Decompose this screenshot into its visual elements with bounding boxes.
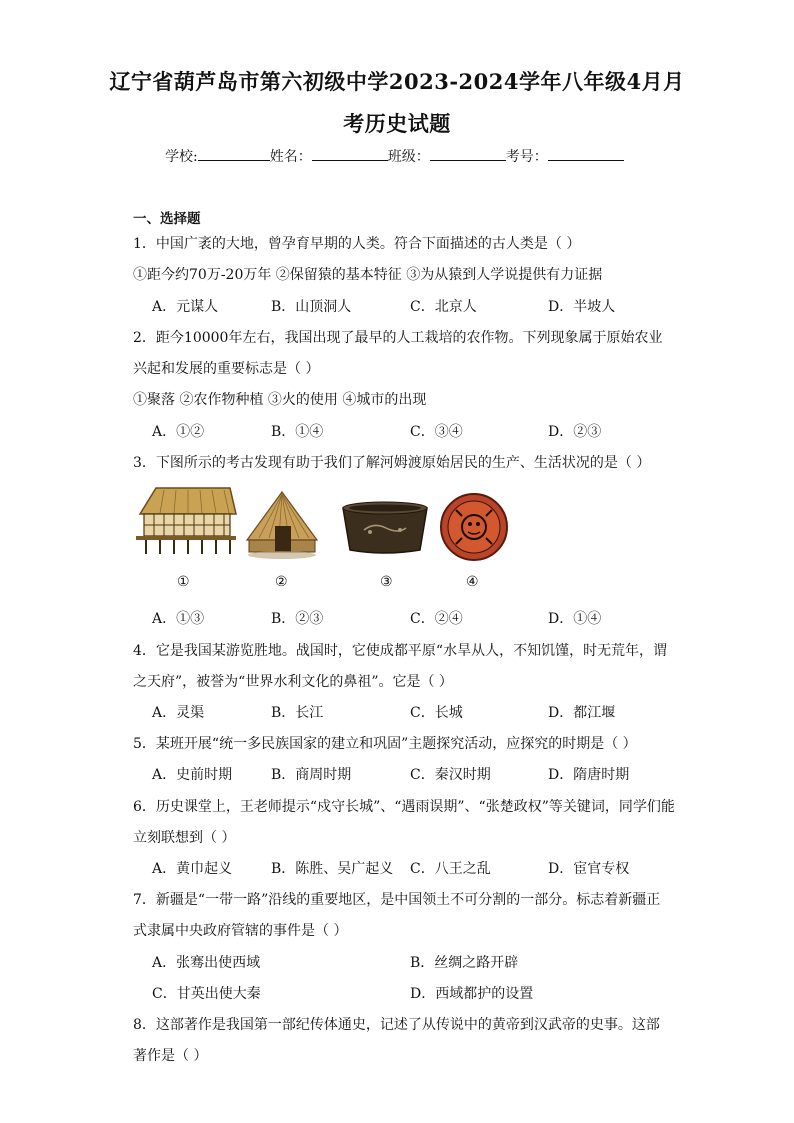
q6-option-d[interactable]: D．宦官专权 — [548, 861, 630, 877]
school-field — [165, 144, 270, 166]
section-heading: 一、选择题 — [133, 211, 201, 227]
question-1-stem: 1．中国广袤的大地，曾孕育早期的人类。符合下面描述的古人类是（ ） — [133, 236, 581, 252]
q5-option-d[interactable]: D．隋唐时期 — [548, 767, 630, 783]
question-8-stem-2: 著作是（ ） — [133, 1048, 208, 1064]
question-4-stem-1: 4．它是我国某游览胜地。战国时，它使成都平原“水旱从人，不知饥馑，时无荒年，谓 — [133, 643, 668, 659]
q6-option-c[interactable]: C．八王之乱 — [410, 861, 491, 877]
q1-option-c[interactable]: C．北京人 — [410, 299, 477, 315]
q2-option-d[interactable]: D．②③ — [548, 424, 602, 440]
q3-option-d[interactable]: D．①④ — [548, 611, 602, 627]
q3-option-c[interactable]: C．②④ — [410, 611, 463, 627]
image-label-4: ④ — [466, 574, 479, 590]
exam-title-line1: 辽宁省葫芦岛市第六初级中学2023-2024学年八年级4月月 — [109, 69, 685, 94]
q7-option-c[interactable]: C．甘英出使大秦 — [152, 986, 261, 1002]
q6-option-a[interactable]: A．黄巾起义 — [152, 861, 233, 877]
pottery-bowl-image — [340, 500, 430, 556]
q2-option-c[interactable]: C．③④ — [410, 424, 463, 440]
q6-option-b[interactable]: B．陈胜、吴广起义 — [271, 861, 394, 877]
q7-option-a[interactable]: A．张骞出使西域 — [152, 955, 261, 971]
painted-pottery-image — [436, 492, 512, 562]
q5-option-a[interactable]: A．史前时期 — [152, 767, 233, 783]
question-8-stem-1: 8．这部著作是我国第一部纪传体通史，记述了从传说中的黄帝到汉武帝的史事。这部 — [133, 1017, 660, 1033]
question-6-stem-2: 立刻联想到（ ） — [133, 830, 236, 846]
q1-option-d[interactable]: D．半坡人 — [548, 299, 616, 315]
class-blank[interactable] — [430, 144, 506, 161]
exam-title-line2: 考历史试题 — [343, 111, 451, 136]
question-2-stem-2: 兴起和发展的重要标志是（ ） — [133, 361, 320, 377]
question-4-stem-2: 之天府”，被誉为“世界水利文化的鼻祖”。它是（ ） — [133, 674, 453, 690]
q2-option-b[interactable]: B．①④ — [271, 424, 324, 440]
question-7-stem-2: 式隶属中央政府管辖的事件是（ ） — [133, 923, 348, 939]
q7-option-d[interactable]: D．西域都护的设置 — [410, 986, 534, 1002]
question-3-stem: 3．下图所示的考古发现有助于我们了解河姆渡原始居民的生产、生活状况的是（ ） — [133, 455, 651, 471]
question-1-desc: ①距今约70万-20万年 ②保留猿的基本特征 ③为从猿到人学说提供有力证据 — [133, 267, 603, 283]
stilt-house-image — [134, 486, 238, 556]
q4-option-d[interactable]: D．都江堰 — [548, 705, 616, 721]
q2-option-a[interactable]: A．①② — [152, 424, 205, 440]
q1-option-a[interactable]: A．元谋人 — [152, 299, 219, 315]
image-label-1: ① — [177, 574, 190, 590]
number-label: 考号： — [505, 149, 548, 165]
student-info-row — [165, 144, 624, 166]
thatched-hut-image — [243, 490, 321, 560]
question-6-stem-1: 6．历史课堂上，王老师提示“戍守长城”、“遇雨误期”、“张楚政权”等关键词，同学们能 — [133, 799, 675, 815]
q4-option-b[interactable]: B．长江 — [271, 705, 324, 721]
question-5-stem: 5．某班开展“统一多民族国家的建立和巩固”主题探究活动，应探究的时期是（ ） — [133, 736, 637, 752]
image-label-2: ② — [275, 574, 288, 590]
question-2-stem-1: 2．距今10000年左右，我国出现了最早的人工栽培的农作物。下列现象属于原始农业 — [133, 330, 663, 346]
q5-option-c[interactable]: C．秦汉时期 — [410, 767, 491, 783]
q3-option-a[interactable]: A．①③ — [152, 611, 205, 627]
class-label: 班级： — [387, 149, 430, 165]
q4-option-a[interactable]: A．灵渠 — [152, 705, 205, 721]
question-7-stem-1: 7．新疆是“一带一路”沿线的重要地区，是中国领土不可分割的一部分。标志着新疆正 — [133, 892, 661, 908]
question-2-desc: ①聚落 ②农作物种植 ③火的使用 ④城市的出现 — [133, 392, 427, 408]
q3-option-b[interactable]: B．②③ — [271, 611, 324, 627]
image-label-3: ③ — [380, 574, 393, 590]
school-blank[interactable] — [198, 144, 270, 161]
q5-option-b[interactable]: B．商周时期 — [271, 767, 352, 783]
name-label: 姓名： — [269, 149, 312, 165]
number-blank[interactable] — [548, 144, 624, 161]
name-blank[interactable] — [312, 144, 388, 161]
q1-option-b[interactable]: B．山顶洞人 — [271, 299, 352, 315]
number-field — [506, 144, 624, 166]
school-label: 学校: — [165, 149, 198, 165]
class-field — [388, 144, 506, 166]
q4-option-c[interactable]: C．长城 — [410, 705, 463, 721]
q7-option-b[interactable]: B．丝绸之路开辟 — [410, 955, 519, 971]
name-field — [270, 144, 388, 166]
